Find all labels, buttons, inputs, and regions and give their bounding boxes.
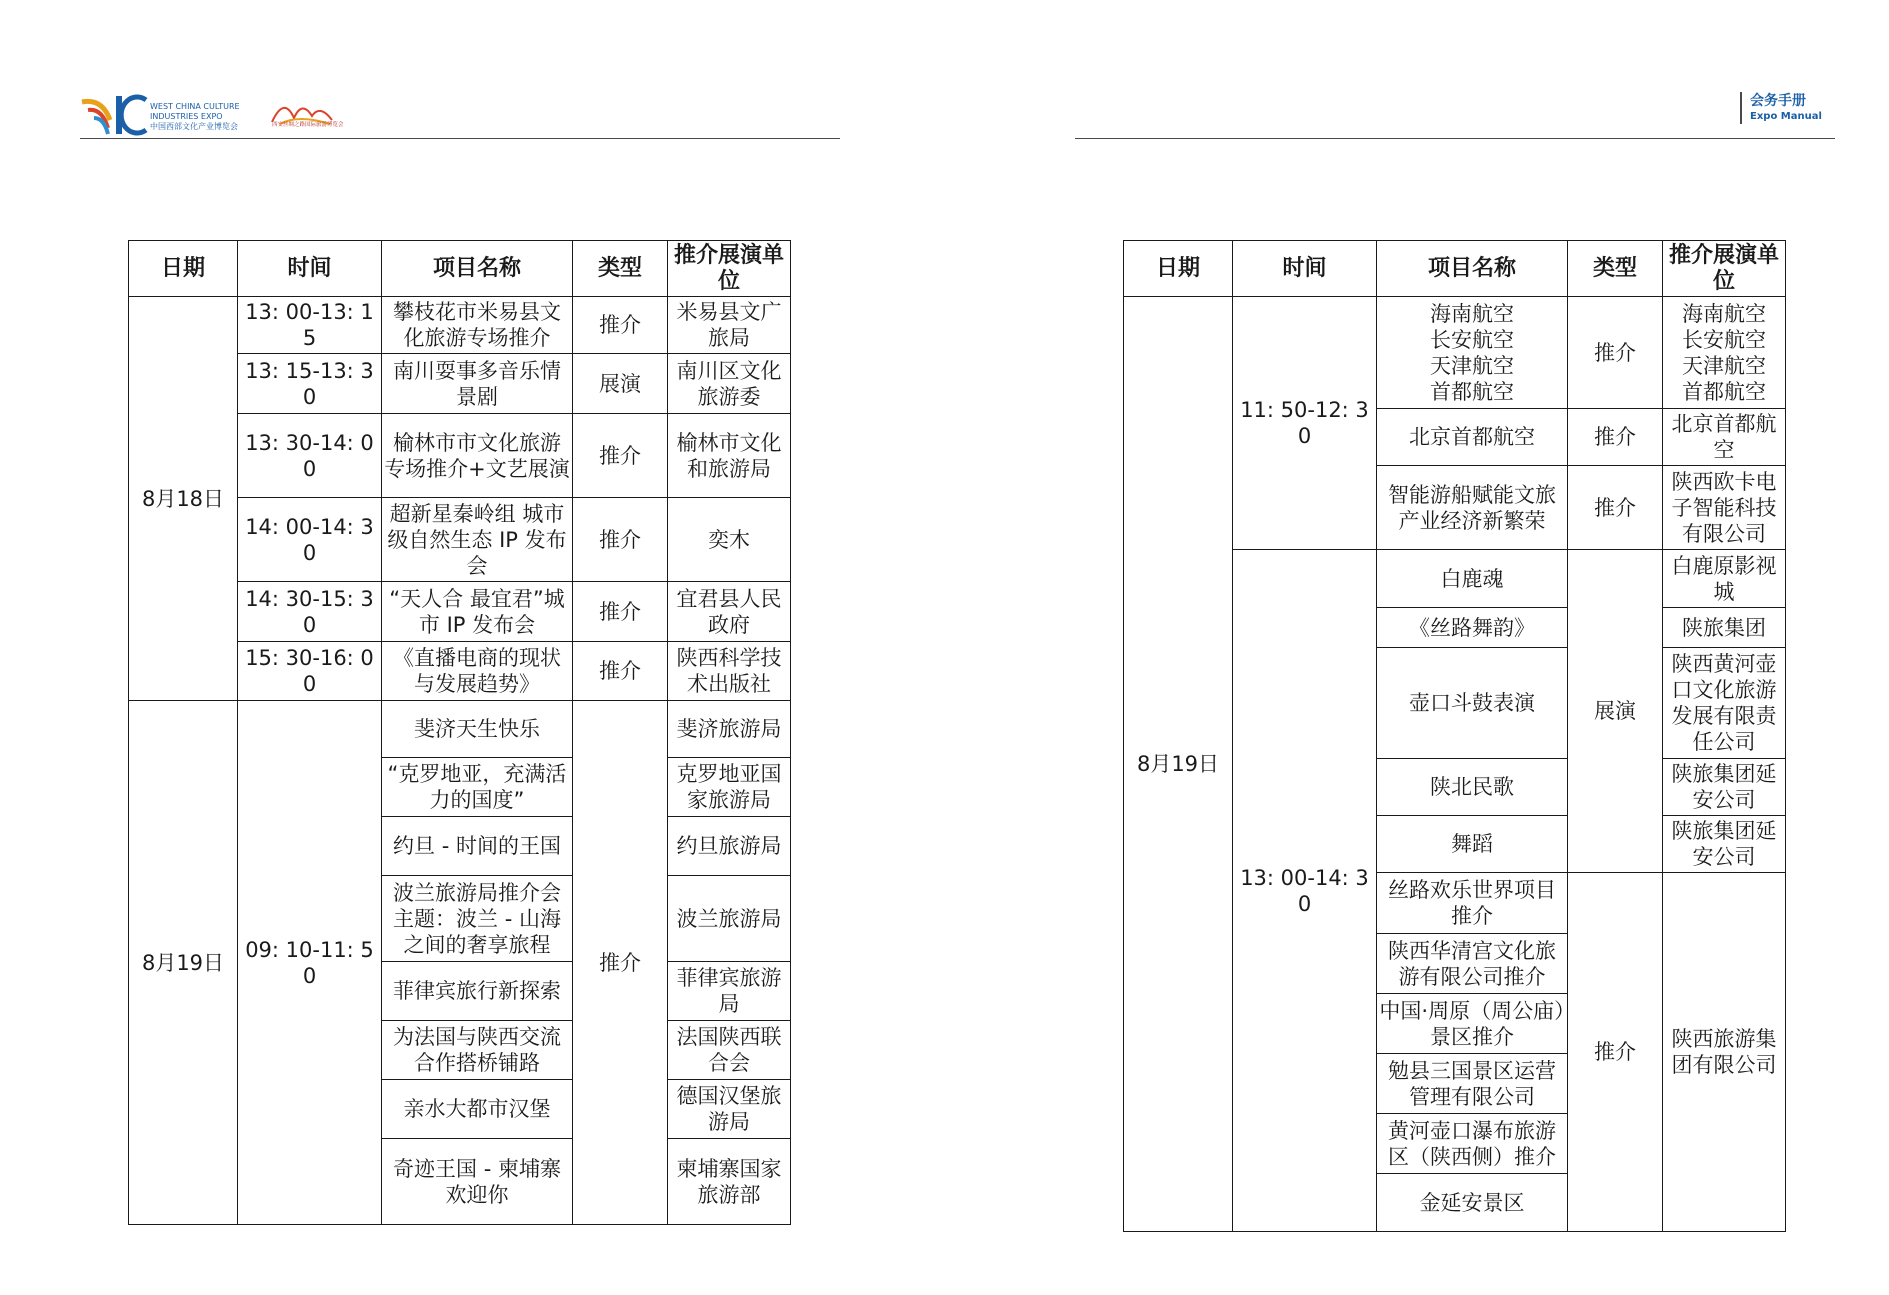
type-cell: 推介	[1568, 409, 1663, 466]
time-cell: 13: 30-14: 00	[238, 414, 382, 498]
date-cell: 8月19日	[1124, 297, 1233, 1232]
project-cell: 超新星秦岭组 城市级自然生态 IP 发布会	[382, 498, 573, 582]
type-cell: 推介	[1568, 466, 1663, 550]
project-cell: 中国·周原（周公庙）景区推介	[1377, 994, 1568, 1054]
type-cell: 推介	[573, 642, 668, 701]
col-header-type: 类型	[573, 241, 668, 297]
table-row	[129, 701, 791, 758]
time-cell: 11: 50-12: 30	[1233, 297, 1377, 550]
left-schedule-table	[128, 240, 791, 1225]
col-header-unit: 推介展演单位	[1663, 241, 1786, 297]
col-header-date: 日期	[1124, 241, 1233, 297]
type-cell: 推介	[1568, 873, 1663, 1232]
project-cell: 斐济天生快乐	[382, 701, 573, 758]
unit-cell: 南川区文化旅游委	[668, 354, 791, 414]
project-cell: 智能游船赋能文旅产业经济新繁荣	[1377, 466, 1568, 550]
manual-title: 会务手册	[1750, 93, 1806, 109]
type-cell: 推介	[573, 582, 668, 642]
project-cell: 菲律宾旅行新探索	[382, 962, 573, 1021]
project-cell: 壶口斗鼓表演	[1377, 648, 1568, 759]
project-cell: 白鹿魂	[1377, 550, 1568, 608]
unit-cell: 法国陕西联合会	[668, 1021, 791, 1080]
table-row	[1124, 297, 1786, 409]
time-cell: 13: 00-13: 15	[238, 297, 382, 354]
unit-cell: 陕旅集团	[1663, 608, 1786, 648]
col-header-time: 时间	[238, 241, 382, 297]
manual-subtitle: Expo Manual	[1750, 111, 1822, 122]
time-cell: 14: 00-14: 30	[238, 498, 382, 582]
silk-road-logo-text: 西安丝绸之路国际旅游博览会	[272, 122, 344, 128]
date-cell: 8月18日	[129, 297, 238, 701]
unit-cell: 德国汉堡旅游局	[668, 1080, 791, 1139]
project-cell: 《直播电商的现状与发展趋势》	[382, 642, 573, 701]
col-header-project: 项目名称	[1377, 241, 1568, 297]
project-cell: 海南航空 长安航空 天津航空 首都航空	[1377, 297, 1568, 409]
unit-cell: 柬埔寨国家旅游部	[668, 1139, 791, 1225]
col-header-date: 日期	[129, 241, 238, 297]
unit-cell: 约旦旅游局	[668, 817, 791, 876]
time-cell: 15: 30-16: 00	[238, 642, 382, 701]
project-cell: 陕北民歌	[1377, 759, 1568, 816]
right-header-rule	[1075, 138, 1835, 139]
unit-cell: 白鹿原影视城	[1663, 550, 1786, 608]
unit-cell: 北京首都航空	[1663, 409, 1786, 466]
project-cell: 约旦 - 时间的王国	[382, 817, 573, 876]
project-cell: 舞蹈	[1377, 816, 1568, 873]
type-cell: 展演	[1568, 550, 1663, 873]
project-cell: 攀枝花市米易县文化旅游专场推介	[382, 297, 573, 354]
project-cell: 北京首都航空	[1377, 409, 1568, 466]
type-cell: 推介	[1568, 297, 1663, 409]
project-cell: 奇迹王国 - 柬埔寨欢迎你	[382, 1139, 573, 1225]
unit-cell: 陕西科学技术出版社	[668, 642, 791, 701]
right-schedule-table	[1123, 240, 1786, 1232]
col-header-time: 时间	[1233, 241, 1377, 297]
type-cell: 推介	[573, 701, 668, 1225]
project-cell: 陕西华清宫文化旅游有限公司推介	[1377, 934, 1568, 994]
table-row	[129, 297, 791, 354]
time-cell: 09: 10-11: 50	[238, 701, 382, 1225]
project-cell: 南川耍事多音乐情景剧	[382, 354, 573, 414]
type-cell: 推介	[573, 414, 668, 498]
expo-logo-icon	[80, 90, 150, 140]
unit-cell: 陕西黄河壶口文化旅游发展有限责任公司	[1663, 648, 1786, 759]
expo-logo-text: WEST CHINA CULTURE INDUSTRIES EXPO 中国西部文化产业博览会	[150, 102, 240, 131]
manual-label	[1740, 92, 1822, 124]
project-cell: 金延安景区	[1377, 1174, 1568, 1232]
unit-cell: 陕西旅游集团有限公司	[1663, 873, 1786, 1232]
project-cell: 为法国与陕西交流合作搭桥铺路	[382, 1021, 573, 1080]
type-cell: 推介	[573, 297, 668, 354]
time-cell: 13: 15-13: 30	[238, 354, 382, 414]
project-cell: 波兰旅游局推介会主题：波兰 - 山海之间的奢享旅程	[382, 876, 573, 962]
project-cell: “克罗地亚，充满活力的国度”	[382, 758, 573, 817]
unit-cell: 海南航空 长安航空 天津航空 首都航空	[1663, 297, 1786, 409]
col-header-project: 项目名称	[382, 241, 573, 297]
type-cell: 展演	[573, 354, 668, 414]
unit-cell: 宜君县人民政府	[668, 582, 791, 642]
type-cell: 推介	[573, 498, 668, 582]
project-cell: 榆林市市文化旅游专场推介+文艺展演	[382, 414, 573, 498]
silk-road-logo-icon	[270, 90, 342, 136]
col-header-unit: 推介展演单位	[668, 241, 791, 297]
unit-cell: 克罗地亚国家旅游局	[668, 758, 791, 817]
unit-cell: 陕旅集团延安公司	[1663, 759, 1786, 816]
project-cell: 丝路欢乐世界项目推介	[1377, 873, 1568, 934]
unit-cell: 菲律宾旅游局	[668, 962, 791, 1021]
unit-cell: 陕西欧卡电子智能科技有限公司	[1663, 466, 1786, 550]
unit-cell: 波兰旅游局	[668, 876, 791, 962]
unit-cell: 斐济旅游局	[668, 701, 791, 758]
unit-cell: 榆林市文化和旅游局	[668, 414, 791, 498]
col-header-type: 类型	[1568, 241, 1663, 297]
project-cell: 亲水大都市汉堡	[382, 1080, 573, 1139]
project-cell: 黄河壶口瀑布旅游区（陕西侧）推介	[1377, 1114, 1568, 1174]
project-cell: “天人合 最宜君”城市 IP 发布会	[382, 582, 573, 642]
time-cell: 14: 30-15: 30	[238, 582, 382, 642]
unit-cell: 米易县文广旅局	[668, 297, 791, 354]
time-cell: 13: 00-14: 30	[1233, 550, 1377, 1232]
unit-cell: 奕木	[668, 498, 791, 582]
left-header-rule	[80, 138, 840, 139]
project-cell: 《丝路舞韵》	[1377, 608, 1568, 648]
unit-cell: 陕旅集团延安公司	[1663, 816, 1786, 873]
date-cell: 8月19日	[129, 701, 238, 1225]
project-cell: 勉县三国景区运营管理有限公司	[1377, 1054, 1568, 1114]
